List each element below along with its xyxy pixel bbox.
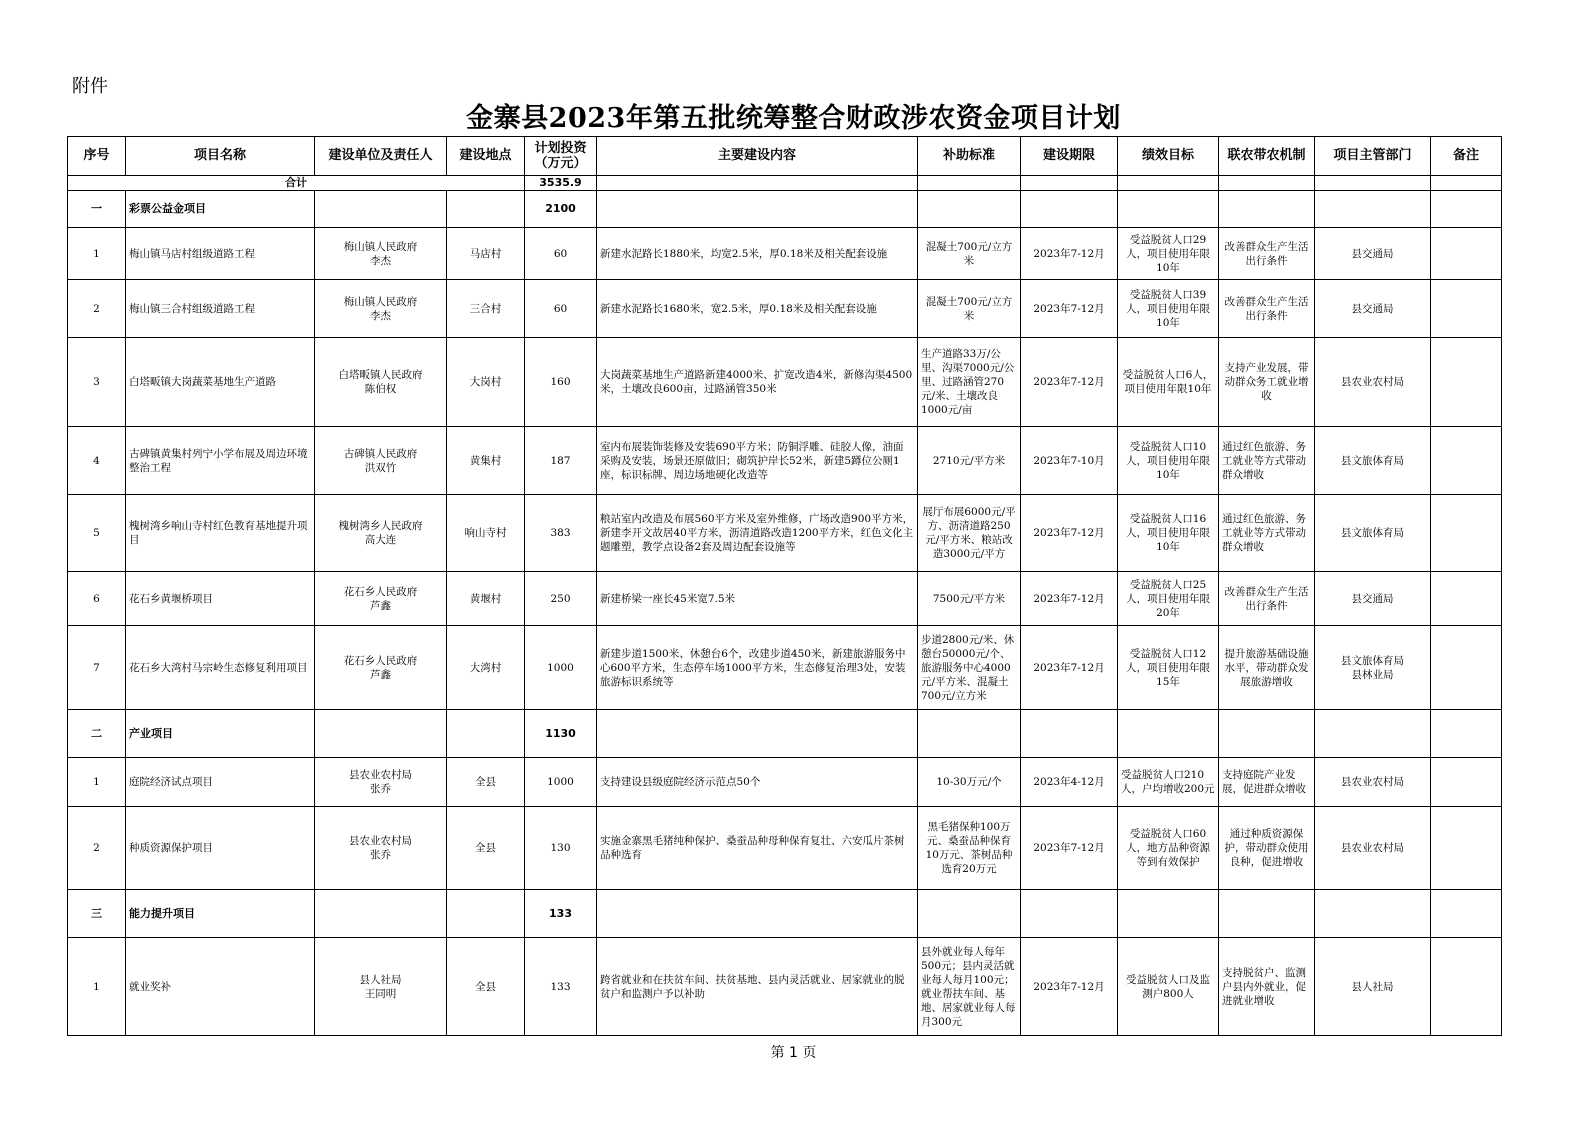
row-unit: 花石乡人民政府 芦鑫: [315, 572, 447, 626]
row-investment: 60: [525, 228, 597, 280]
row-content: 跨省就业和在扶贫车间、扶贫基地、县内灵活就业、居家就业的脱贫户和监测户予以补助: [597, 938, 918, 1036]
table-row: [68, 338, 1502, 427]
row-investment: 133: [525, 938, 597, 1036]
row-seq: 1: [68, 758, 126, 807]
row-name: 种质资源保护项目: [126, 807, 315, 890]
section-row: [68, 890, 1502, 938]
row-seq: 3: [68, 338, 126, 427]
row-dept: 县文旅体育局 县林业局: [1315, 626, 1431, 710]
row-remark: [1431, 495, 1502, 572]
row-unit: 槐树湾乡人民政府 高大连: [315, 495, 447, 572]
row-period: 2023年7-12月: [1021, 938, 1118, 1036]
row-content: 支持建设县级庭院经济示范点50个: [597, 758, 918, 807]
row-period: 2023年7-12月: [1021, 807, 1118, 890]
row-target: 受益脱贫人口60人，地方品种资源等到有效保护: [1118, 807, 1219, 890]
section-row: [68, 191, 1502, 228]
row-mechanism: 支持产业发展，带动群众务工就业增收: [1219, 338, 1315, 427]
table-row: [68, 280, 1502, 338]
section-seq: 三: [68, 890, 126, 938]
project-table-wrapper: [67, 136, 1502, 1036]
row-mechanism: 改善群众生产生活出行条件: [1219, 280, 1315, 338]
row-period: 2023年7-12月: [1021, 280, 1118, 338]
row-subsidy: 7500元/平方米: [918, 572, 1021, 626]
row-period: 2023年7-12月: [1021, 495, 1118, 572]
row-name: 白塔畈镇大岗蔬菜基地生产道路: [126, 338, 315, 427]
row-dept: 县农业农村局: [1315, 338, 1431, 427]
row-target: 受益脱贫人口210人，户均增收200元: [1118, 758, 1219, 807]
table-row: [68, 938, 1502, 1036]
row-seq: 2: [68, 807, 126, 890]
row-name: 花石乡黄堰桥项目: [126, 572, 315, 626]
row-subsidy: 步道2800元/米、休憩台50000元/个、旅游服务中心4000元/平方米、混凝土700元/立方米: [918, 626, 1021, 710]
section-seq: 一: [68, 191, 126, 228]
row-seq: 4: [68, 427, 126, 495]
row-remark: [1431, 758, 1502, 807]
row-content: 新建水泥路长1880米，均宽2.5米，厚0.18米及相关配套设施: [597, 228, 918, 280]
row-remark: [1431, 338, 1502, 427]
table-row: [68, 626, 1502, 710]
header-subsidy: 补助标准: [918, 137, 1021, 176]
row-mechanism: 通过红色旅游、务工就业等方式带动群众增收: [1219, 495, 1315, 572]
row-unit: 县农业农村局 张乔: [315, 758, 447, 807]
row-unit: 白塔畈镇人民政府 陈伯权: [315, 338, 447, 427]
row-unit: 花石乡人民政府 芦鑫: [315, 626, 447, 710]
section-amount: 133: [525, 890, 597, 938]
section-row: [68, 710, 1502, 758]
row-mechanism: 改善群众生产生活出行条件: [1219, 572, 1315, 626]
row-seq: 5: [68, 495, 126, 572]
row-subsidy: 混凝土700元/立方米: [918, 228, 1021, 280]
header-row: [68, 137, 1502, 176]
row-location: 全县: [447, 807, 525, 890]
row-period: 2023年7-10月: [1021, 427, 1118, 495]
row-name: 庭院经济试点项目: [126, 758, 315, 807]
row-name: 古碑镇黄集村列宁小学布展及周边环境整治工程: [126, 427, 315, 495]
row-unit: 梅山镇人民政府 李杰: [315, 228, 447, 280]
project-plan-table: [67, 136, 1502, 1036]
table-row: [68, 572, 1502, 626]
table-row: [68, 427, 1502, 495]
row-investment: 60: [525, 280, 597, 338]
row-name: 梅山镇马店村组级道路工程: [126, 228, 315, 280]
row-unit: 梅山镇人民政府 李杰: [315, 280, 447, 338]
row-period: 2023年7-12月: [1021, 572, 1118, 626]
row-name: 就业奖补: [126, 938, 315, 1036]
header-investment: 计划投资（万元）: [525, 137, 597, 176]
row-subsidy: 展厅布展6000元/平方、沥清道路250元/平方米、粮站改造3000元/平方: [918, 495, 1021, 572]
row-mechanism: 改善群众生产生活出行条件: [1219, 228, 1315, 280]
row-dept: 县人社局: [1315, 938, 1431, 1036]
row-period: 2023年7-12月: [1021, 228, 1118, 280]
row-location: 黄集村: [447, 427, 525, 495]
table-row: [68, 228, 1502, 280]
row-investment: 130: [525, 807, 597, 890]
header-location: 建设地点: [447, 137, 525, 176]
row-content: 新建水泥路长1680米，宽2.5米，厚0.18米及相关配套设施: [597, 280, 918, 338]
header-dept: 项目主管部门: [1315, 137, 1431, 176]
row-target: 受益脱贫人口12人，项目使用年限15年: [1118, 626, 1219, 710]
row-investment: 160: [525, 338, 597, 427]
table-row: [68, 758, 1502, 807]
row-mechanism: 支持脱贫户、监测户县内外就业，促进就业增收: [1219, 938, 1315, 1036]
row-investment: 1000: [525, 626, 597, 710]
row-target: 受益脱贫人口及监测户800人: [1118, 938, 1219, 1036]
row-dept: 县农业农村局: [1315, 758, 1431, 807]
row-dept: 县交通局: [1315, 228, 1431, 280]
row-location: 全县: [447, 938, 525, 1036]
section-name: 彩票公益金项目: [126, 191, 315, 228]
row-mechanism: 提升旅游基础设施水平，带动群众发展旅游增收: [1219, 626, 1315, 710]
row-content: 室内布展装饰装修及安装690平方米；防铜浮雕、硅胶人像，油面采购及安装，场景还原做旧；砌筑护岸长52米，新建5蹲位公厕1座，标识标牌、周边场地硬化改造等: [597, 427, 918, 495]
row-content: 大岗蔬菜基地生产道路新建4000米、扩宽改造4米，新修沟渠4500米，土壤改良600亩，过路涵管350米: [597, 338, 918, 427]
row-subsidy: 县外就业每人每年500元；县内灵活就业每人每月100元；就业帮扶车间、基地、居家就业每人每月300元: [918, 938, 1021, 1036]
header-target: 绩效目标: [1118, 137, 1219, 176]
row-subsidy: 黑毛猪保种100万元、桑蚕品种保育10万元、茶树品种选育20万元: [918, 807, 1021, 890]
section-amount: 1130: [525, 710, 597, 758]
section-name: 产业项目: [126, 710, 315, 758]
header-mechanism: 联农带农机制: [1219, 137, 1315, 176]
section-name: 能力提升项目: [126, 890, 315, 938]
row-seq: 2: [68, 280, 126, 338]
row-investment: 1000: [525, 758, 597, 807]
section-seq: 二: [68, 710, 126, 758]
row-dept: 县文旅体育局: [1315, 495, 1431, 572]
row-dept: 县交通局: [1315, 280, 1431, 338]
row-content: 粮站室内改造及布展560平方米及室外维修，广场改造900平方米，新建李开文故居40平方米，沥清道路改造1200平方米，红色文化主题雕塑，教学点设备2套及周边配套设施等: [597, 495, 918, 572]
row-target: 受益脱贫人口16人，项目使用年限10年: [1118, 495, 1219, 572]
row-location: 三合村: [447, 280, 525, 338]
row-remark: [1431, 626, 1502, 710]
row-investment: 187: [525, 427, 597, 495]
row-mechanism: 支持庭院产业发展，促进群众增收: [1219, 758, 1315, 807]
row-seq: 7: [68, 626, 126, 710]
row-remark: [1431, 807, 1502, 890]
row-name: 花石乡大湾村马宗岭生态修复利用项目: [126, 626, 315, 710]
header-seq: 序号: [68, 137, 126, 176]
row-target: 受益脱贫人口10人，项目使用年限10年: [1118, 427, 1219, 495]
row-subsidy: 混凝土700元/立方米: [918, 280, 1021, 338]
row-period: 2023年4-12月: [1021, 758, 1118, 807]
attachment-label: 附件: [72, 76, 108, 97]
row-subsidy: 10-30万元/个: [918, 758, 1021, 807]
row-subsidy: 2710元/平方米: [918, 427, 1021, 495]
row-subsidy: 生产道路33万/公里、沟渠7000元/公里、过路涵管270元/米、土壤改良1000元/亩: [918, 338, 1021, 427]
header-period: 建设期限: [1021, 137, 1118, 176]
row-seq: 6: [68, 572, 126, 626]
row-seq: 1: [68, 228, 126, 280]
page-number: 第 1 页: [770, 1045, 817, 1061]
total-label: 合计: [68, 176, 525, 191]
row-target: 受益脱贫人口6人，项目使用年限10年: [1118, 338, 1219, 427]
row-location: 黄堰村: [447, 572, 525, 626]
row-remark: [1431, 938, 1502, 1036]
row-mechanism: 通过种质资源保护，带动群众使用良种，促进增收: [1219, 807, 1315, 890]
row-remark: [1431, 572, 1502, 626]
row-name: 槐树湾乡响山寺村红色教育基地提升项目: [126, 495, 315, 572]
row-location: 马店村: [447, 228, 525, 280]
total-amount: 3535.9: [525, 176, 597, 191]
row-remark: [1431, 228, 1502, 280]
table-row: [68, 495, 1502, 572]
row-unit: 古碑镇人民政府 洪双竹: [315, 427, 447, 495]
row-investment: 250: [525, 572, 597, 626]
row-dept: 县农业农村局: [1315, 807, 1431, 890]
row-content: 新建步道1500米、休憩台6个，改建步道450米，新建旅游服务中心600平方米，生态停车场1000平方米，生态修复治理3处，安装旅游标识系统等: [597, 626, 918, 710]
row-dept: 县交通局: [1315, 572, 1431, 626]
section-amount: 2100: [525, 191, 597, 228]
row-remark: [1431, 280, 1502, 338]
row-location: 响山寺村: [447, 495, 525, 572]
row-content: 新建桥梁一座长45米宽7.5米: [597, 572, 918, 626]
header-name: 项目名称: [126, 137, 315, 176]
header-remark: 备注: [1431, 137, 1502, 176]
row-target: 受益脱贫人口25人，项目使用年限20年: [1118, 572, 1219, 626]
row-period: 2023年7-12月: [1021, 626, 1118, 710]
row-unit: 县农业农村局 张乔: [315, 807, 447, 890]
row-target: 受益脱贫人口39人，项目使用年限10年: [1118, 280, 1219, 338]
row-content: 实施金寨黑毛猪纯种保护、桑蚕品种母种保育复壮、六安瓜片茶树品种选育: [597, 807, 918, 890]
row-mechanism: 通过红色旅游、务工就业等方式带动群众增收: [1219, 427, 1315, 495]
row-seq: 1: [68, 938, 126, 1036]
row-target: 受益脱贫人口29人，项目使用年限10年: [1118, 228, 1219, 280]
header-content: 主要建设内容: [597, 137, 918, 176]
row-location: 大湾村: [447, 626, 525, 710]
row-location: 大岗村: [447, 338, 525, 427]
row-remark: [1431, 427, 1502, 495]
row-name: 梅山镇三合村组级道路工程: [126, 280, 315, 338]
row-dept: 县文旅体育局: [1315, 427, 1431, 495]
row-investment: 383: [525, 495, 597, 572]
row-period: 2023年7-12月: [1021, 338, 1118, 427]
page-title: 金寨县2023年第五批统筹整合财政涉农资金项目计划: [466, 103, 1121, 134]
row-unit: 县人社局 王同明: [315, 938, 447, 1036]
row-location: 全县: [447, 758, 525, 807]
total-row: [68, 176, 1502, 191]
table-row: [68, 807, 1502, 890]
header-unit: 建设单位及责任人: [315, 137, 447, 176]
